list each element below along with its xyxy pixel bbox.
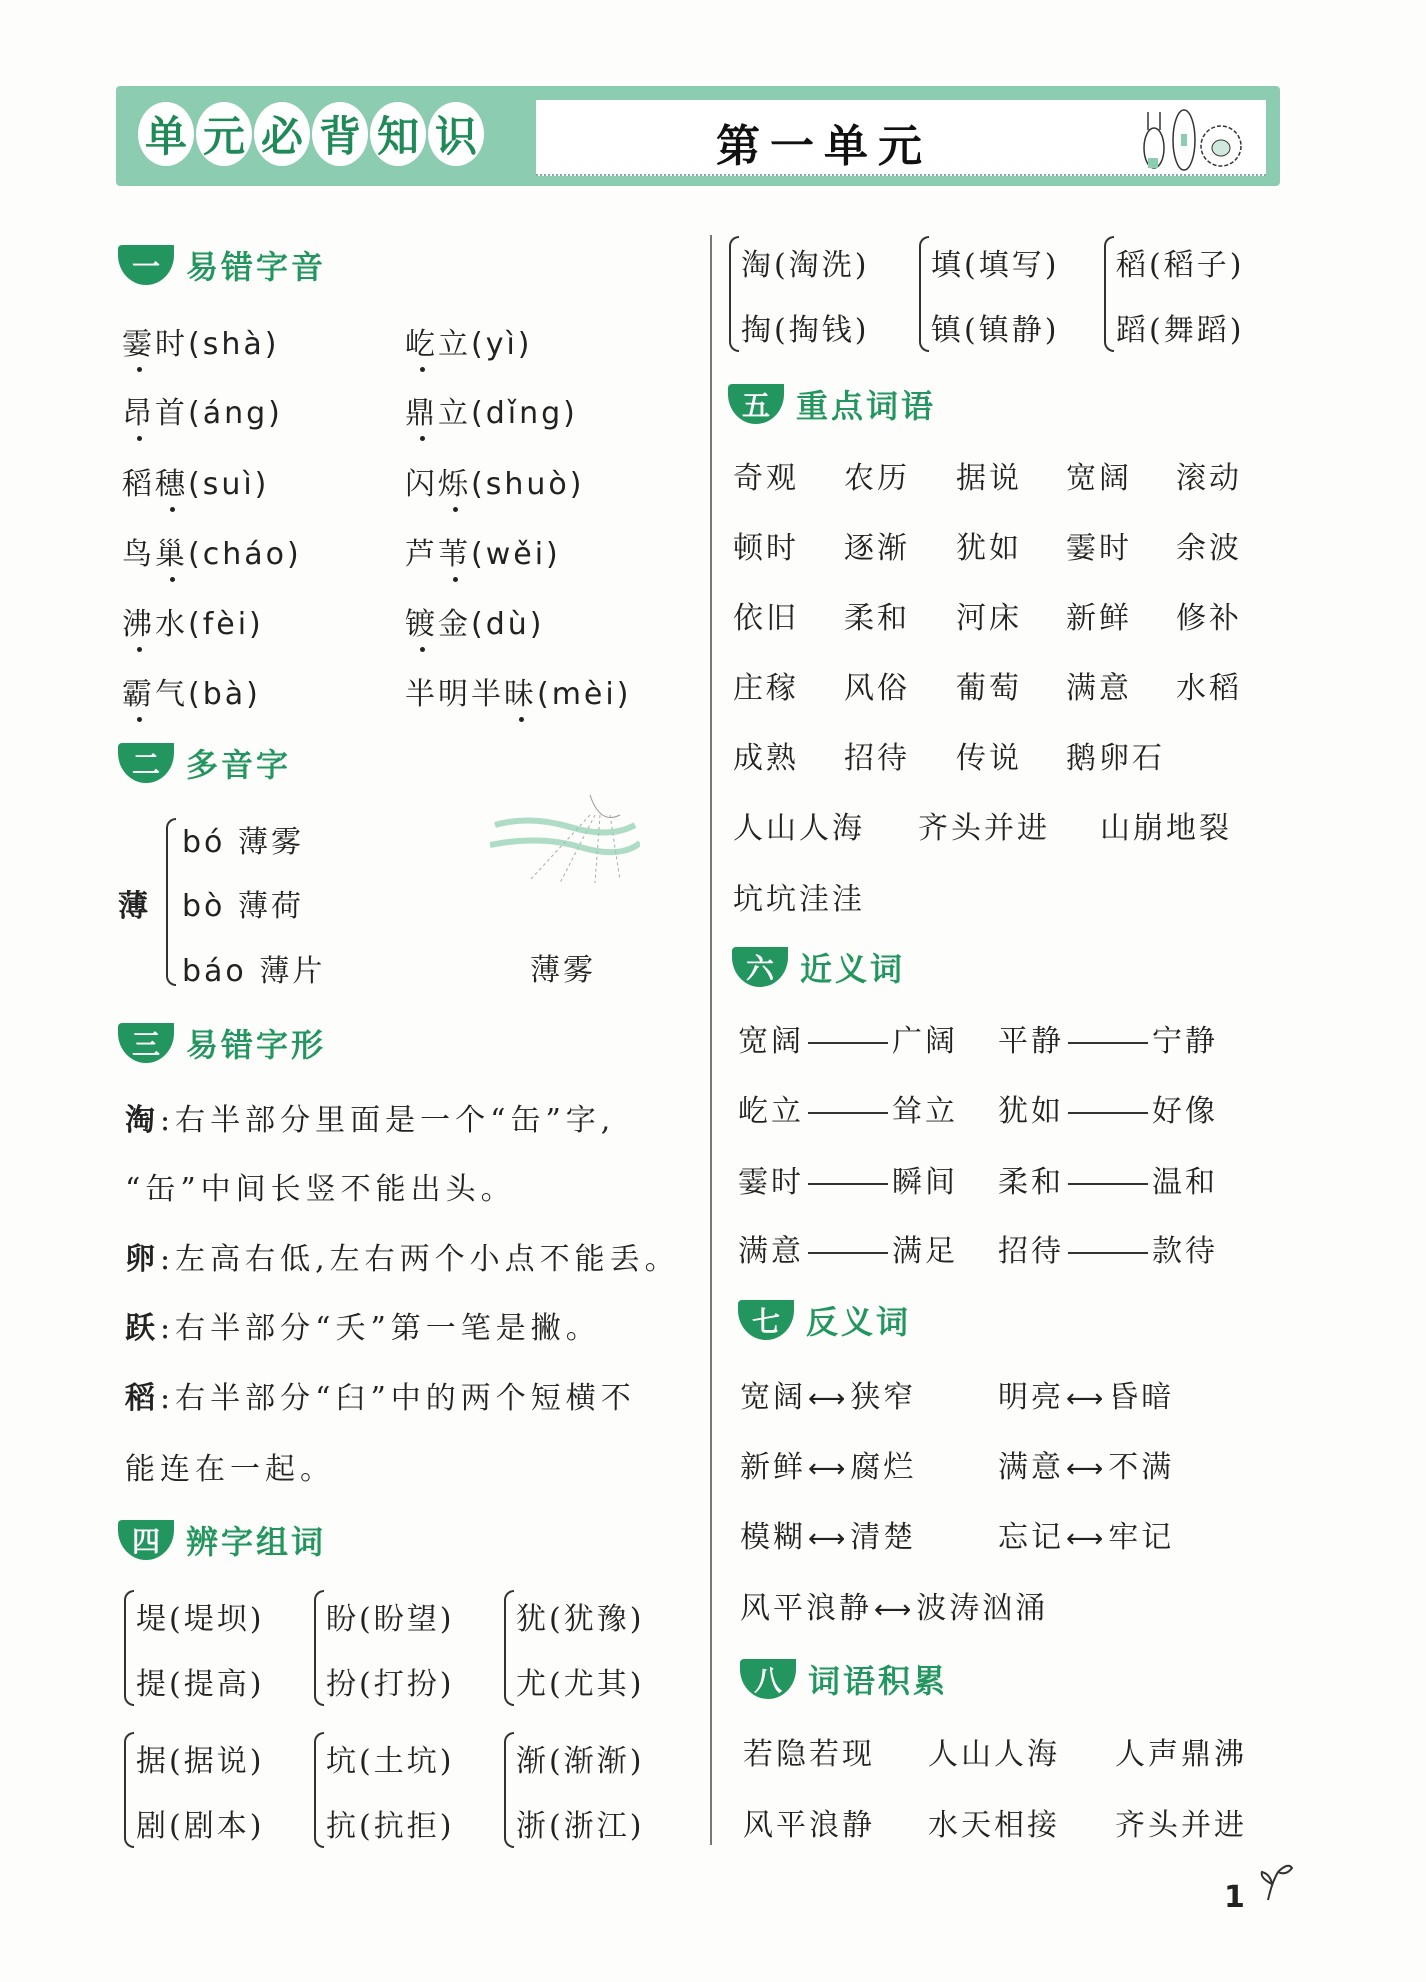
- word-dot: 镀: [405, 607, 438, 642]
- word-dot: 巢: [155, 537, 188, 572]
- word-group: 堤(堤坝): [136, 1602, 265, 1637]
- idiom: 齐头并进: [1115, 1808, 1247, 1843]
- section-title: 重点词语: [796, 387, 937, 425]
- brace: [504, 1590, 514, 1706]
- section-title: 近义词: [800, 950, 906, 988]
- word-pre: 稻: [122, 467, 155, 502]
- section-number-badge: 七: [738, 1300, 794, 1340]
- antonym-b: 不满: [1108, 1450, 1175, 1485]
- brace: [124, 1590, 134, 1706]
- section-number-badge: 四: [118, 1520, 174, 1560]
- key-word: 奇观: [733, 461, 799, 496]
- pronunciation-item: [122, 388, 283, 432]
- reading-pinyin: báo: [182, 954, 247, 989]
- word-group: 提(提高): [136, 1667, 265, 1702]
- key-word: 余波: [1176, 531, 1242, 566]
- antonym-pair: [740, 1512, 916, 1556]
- synonym-pair: [738, 1226, 958, 1270]
- word-post: 首: [155, 396, 188, 431]
- banner-char: 元: [196, 102, 252, 166]
- pronunciation-item: [122, 599, 264, 643]
- reading-word: 薄荷: [237, 889, 304, 924]
- key-word: 成熟: [733, 741, 799, 776]
- section-header-s2: [118, 740, 291, 786]
- word-pre: 鸟: [122, 537, 155, 572]
- antonym-a: 宽阔: [740, 1380, 806, 1415]
- antonym-a: 新鲜: [740, 1450, 806, 1485]
- dash: [808, 1252, 888, 1254]
- word-post: 水: [155, 607, 188, 642]
- antonym-b: 狭窄: [850, 1380, 917, 1415]
- antonym-b: 波涛汹涌: [916, 1591, 1049, 1626]
- synonym-b: 广阔: [892, 1024, 958, 1059]
- dash: [1068, 1252, 1148, 1254]
- synonym-pair: [998, 1086, 1218, 1130]
- key-word: 依旧: [733, 601, 799, 636]
- synonym-pair: [998, 1157, 1218, 1201]
- word-dot: 穗: [155, 467, 188, 502]
- pinyin: (bà): [188, 677, 261, 712]
- word-dot: 沸: [122, 607, 155, 642]
- brace: [729, 236, 739, 352]
- key-word: 齐头并进: [918, 811, 1050, 846]
- glyph-note-text: 能连在一起。: [125, 1452, 335, 1487]
- word-group: 镇(镇静): [931, 313, 1060, 348]
- word-pre: 芦: [405, 537, 438, 572]
- idiom: 风平浪静: [743, 1808, 875, 1843]
- pinyin: (yì): [471, 327, 533, 362]
- key-word: 鹅卵石: [1066, 741, 1165, 776]
- section-number-badge: 五: [728, 384, 784, 424]
- section-number-badge: 八: [740, 1659, 796, 1699]
- column-divider: [710, 235, 712, 1845]
- pronunciation-item: [122, 319, 279, 363]
- antonym-a: 忘记: [998, 1520, 1064, 1555]
- word-dot: 烁: [438, 467, 471, 502]
- brace: [1104, 236, 1114, 352]
- section-title: 易错字形: [186, 1026, 327, 1064]
- synonym-b: 耸立: [892, 1094, 958, 1129]
- synonym-b: 满足: [892, 1234, 958, 1269]
- reading-item: [182, 817, 304, 861]
- pinyin: (cháo): [188, 537, 302, 572]
- word-post: 时: [155, 327, 188, 362]
- brace: [504, 1732, 514, 1848]
- word-dot: 苇: [438, 537, 471, 572]
- antonym-pair: [740, 1372, 916, 1416]
- pronunciation-item: [122, 459, 269, 503]
- word-group: 剧(剧本): [136, 1809, 265, 1844]
- banner-char: 识: [428, 102, 484, 166]
- dash: [1068, 1112, 1148, 1114]
- pronunciation-item: [122, 669, 261, 713]
- pinyin: (fèi): [188, 607, 264, 642]
- antonym-a: 模糊: [740, 1520, 806, 1555]
- banner-char: 单: [138, 102, 194, 166]
- synonym-a: 霎时: [738, 1165, 804, 1200]
- key-word: 葡萄: [956, 671, 1022, 706]
- key-word: 山崩地裂: [1100, 811, 1232, 846]
- key-word: 据说: [956, 461, 1022, 496]
- section-header-s5: [728, 381, 936, 427]
- brace: [314, 1590, 324, 1706]
- glyph-note-head: 稻: [125, 1381, 160, 1416]
- word-group: 蹈(舞蹈): [1116, 313, 1245, 348]
- glyph-note-text: :左高右低,左右两个小点不能丢。: [160, 1242, 680, 1277]
- glyph-note-text: :右半部分里面是一个“缶”字,: [160, 1103, 616, 1138]
- key-word: 犹如: [956, 531, 1022, 566]
- pronunciation-item: [405, 529, 561, 573]
- antonym-a: 明亮: [998, 1380, 1064, 1415]
- brace: [919, 236, 929, 352]
- glyph-note: [125, 1095, 615, 1139]
- word-group: 掏(掏钱): [741, 313, 870, 348]
- synonym-a: 犹如: [998, 1094, 1064, 1129]
- key-word: 霎时: [1066, 531, 1132, 566]
- key-word: 逐渐: [844, 531, 910, 566]
- section-header-s4: [118, 1517, 326, 1563]
- synonym-pair: [738, 1016, 958, 1060]
- synonym-pair: [998, 1016, 1218, 1060]
- word-post: 气: [155, 677, 188, 712]
- antonym-a: 满意: [998, 1450, 1064, 1485]
- synonym-a: 满意: [738, 1234, 804, 1269]
- synonym-a: 柔和: [998, 1165, 1064, 1200]
- pronunciation-item: [405, 669, 631, 713]
- pronunciation-item: [405, 599, 544, 643]
- banner-char: 背: [312, 102, 368, 166]
- synonym-b: 宁静: [1152, 1024, 1218, 1059]
- word-group: 坑(土坑): [326, 1744, 455, 1779]
- reading-item: [182, 946, 325, 990]
- banner-char: 知: [370, 102, 426, 166]
- key-word: 农历: [844, 461, 910, 496]
- synonym-pair: [738, 1086, 958, 1130]
- double-arrow-icon: ⟷: [808, 1454, 849, 1484]
- dash: [808, 1042, 888, 1044]
- dash: [1068, 1183, 1148, 1185]
- antonym-pair: [998, 1512, 1174, 1556]
- glyph-note: [125, 1234, 680, 1278]
- word-dot: 昂: [122, 396, 155, 431]
- double-arrow-icon: ⟷: [808, 1524, 849, 1554]
- key-word: 招待: [844, 741, 910, 776]
- pronunciation-item: [122, 529, 302, 573]
- word-dot: 屹: [405, 327, 438, 362]
- section-header-s7: [738, 1297, 911, 1343]
- section-title: 辨字组词: [186, 1523, 327, 1561]
- section-header-s3: [118, 1020, 326, 1066]
- mist-illustration: [490, 785, 640, 885]
- key-word: 河床: [956, 601, 1022, 636]
- pinyin: (shuò): [471, 467, 585, 502]
- section-number-badge: 一: [118, 245, 174, 285]
- key-word: 修补: [1176, 601, 1242, 636]
- antonym-b: 昏暗: [1108, 1380, 1175, 1415]
- dash: [808, 1183, 888, 1185]
- pinyin: (áng): [188, 396, 283, 431]
- pinyin: (dù): [471, 607, 545, 642]
- synonym-b: 温和: [1152, 1165, 1218, 1200]
- synonym-a: 屹立: [738, 1094, 804, 1129]
- key-word: 庄稼: [733, 671, 799, 706]
- brace: [166, 818, 176, 986]
- pronunciation-item: [405, 388, 578, 432]
- antonym-b: 清楚: [850, 1520, 917, 1555]
- antonym-pair: [740, 1583, 1048, 1627]
- double-arrow-icon: ⟷: [1066, 1454, 1107, 1484]
- pronunciation-item: [405, 319, 533, 363]
- word-post: 立: [438, 327, 471, 362]
- word-group: 抗(抗拒): [326, 1809, 455, 1844]
- word-group: 浙(浙江): [516, 1809, 645, 1844]
- section-title: 反义词: [806, 1303, 912, 1341]
- word-dot: 霸: [122, 677, 155, 712]
- section-header-s6: [732, 944, 905, 990]
- double-arrow-icon: ⟷: [1066, 1524, 1107, 1554]
- brace: [314, 1732, 324, 1848]
- antonym-b: 腐烂: [850, 1450, 917, 1485]
- reading-pinyin: bò: [182, 889, 226, 924]
- sprout-icon: [1258, 1862, 1294, 1902]
- mascots-icon: [1136, 100, 1246, 174]
- synonym-b: 好像: [1152, 1094, 1218, 1129]
- word-dot: 霎: [122, 327, 155, 362]
- section-number-badge: 三: [118, 1023, 174, 1063]
- pronunciation-item: [405, 459, 584, 503]
- dash: [1068, 1042, 1148, 1044]
- key-word: 顿时: [733, 531, 799, 566]
- glyph-note: [125, 1444, 335, 1488]
- word-group: 尤(尤其): [516, 1667, 645, 1702]
- pinyin: (dǐng): [471, 396, 578, 431]
- glyph-note-head: 卵: [125, 1242, 160, 1277]
- glyph-note-head: 跃: [125, 1311, 160, 1346]
- antonym-a: 风平浪静: [740, 1591, 872, 1626]
- unit-title: 第一单元: [716, 121, 932, 172]
- word-group: 填(填写): [931, 248, 1060, 283]
- glyph-note-text: “缶”中间长竖不能出头。: [125, 1172, 516, 1207]
- reading-item: [182, 881, 304, 925]
- pinyin: (wěi): [471, 537, 561, 572]
- polyphone-char: 薄: [118, 889, 151, 924]
- word-post: 金: [438, 607, 471, 642]
- glyph-note: [125, 1373, 636, 1417]
- section-title: 多音字: [186, 746, 292, 784]
- section-number-badge: 二: [118, 743, 174, 783]
- section-header-s8: [740, 1656, 948, 1702]
- synonym-pair: [738, 1157, 958, 1201]
- synonym-a: 招待: [998, 1234, 1064, 1269]
- dash: [808, 1112, 888, 1114]
- synonym-b: 瞬间: [892, 1165, 958, 1200]
- banner-char: 必: [254, 102, 310, 166]
- idiom: 人声鼎沸: [1115, 1737, 1247, 1772]
- reading-word: 薄片: [259, 954, 326, 989]
- reading-word: 薄雾: [237, 825, 304, 860]
- antonym-pair: [740, 1442, 916, 1486]
- double-arrow-icon: ⟷: [1066, 1384, 1107, 1414]
- glyph-note: [125, 1303, 601, 1347]
- section-number-badge: 六: [732, 947, 788, 987]
- word-dot: 昧: [504, 677, 537, 712]
- word-pre: 闪: [405, 467, 438, 502]
- key-word: 水稻: [1176, 671, 1242, 706]
- word-dot: 鼎: [405, 396, 438, 431]
- word-group: 盼(盼望): [326, 1602, 455, 1637]
- word-group: 犹(犹豫): [516, 1602, 645, 1637]
- pinyin: (shà): [188, 327, 280, 362]
- key-word: 滚动: [1176, 461, 1242, 496]
- antonym-pair: [998, 1372, 1174, 1416]
- idiom: 若隐若现: [743, 1737, 875, 1772]
- illustration-caption: 薄雾: [530, 953, 596, 988]
- key-word: 新鲜: [1066, 601, 1132, 636]
- glyph-note-head: 淘: [125, 1103, 160, 1138]
- key-word: 传说: [956, 741, 1022, 776]
- word-group: 稻(稻子): [1116, 248, 1245, 283]
- section-header-s1: [118, 242, 326, 288]
- page-number: 1: [1224, 1880, 1245, 1915]
- word-pre: 半明半: [405, 677, 504, 712]
- reading-pinyin: bó: [182, 825, 226, 860]
- key-word: 满意: [1066, 671, 1132, 706]
- idiom: 人山人海: [928, 1737, 1060, 1772]
- synonym-b: 款待: [1152, 1234, 1218, 1269]
- key-word: 坑坑洼洼: [733, 882, 865, 917]
- double-arrow-icon: ⟷: [808, 1384, 849, 1414]
- word-group: 扮(打扮): [326, 1667, 455, 1702]
- antonym-b: 牢记: [1108, 1520, 1175, 1555]
- brace: [124, 1732, 134, 1848]
- glyph-note-text: :右半部分“夭”第一笔是撇。: [160, 1311, 601, 1346]
- antonym-pair: [998, 1442, 1174, 1486]
- word-group: 渐(渐渐): [516, 1744, 645, 1779]
- pinyin: (mèi): [537, 677, 632, 712]
- key-word: 柔和: [844, 601, 910, 636]
- section-title: 易错字音: [186, 248, 327, 286]
- unit-title-box: [536, 100, 1266, 176]
- synonym-a: 宽阔: [738, 1024, 804, 1059]
- synonym-a: 平静: [998, 1024, 1064, 1059]
- idiom: 水天相接: [928, 1808, 1060, 1843]
- section-title: 词语积累: [808, 1662, 949, 1700]
- word-group: 淘(淘洗): [741, 248, 870, 283]
- word-group: 据(据说): [136, 1744, 265, 1779]
- double-arrow-icon: ⟷: [874, 1595, 915, 1625]
- word-post: 立: [438, 396, 471, 431]
- key-word: 人山人海: [733, 811, 865, 846]
- unit-banner: [116, 86, 1280, 186]
- banner-title: [138, 102, 484, 166]
- key-word: 风俗: [844, 671, 910, 706]
- pinyin: (suì): [188, 467, 270, 502]
- synonym-pair: [998, 1226, 1218, 1270]
- glyph-note-text: :右半部分“臼”中的两个短横不: [160, 1381, 636, 1416]
- key-word: 宽阔: [1066, 461, 1132, 496]
- glyph-note: [125, 1164, 516, 1208]
